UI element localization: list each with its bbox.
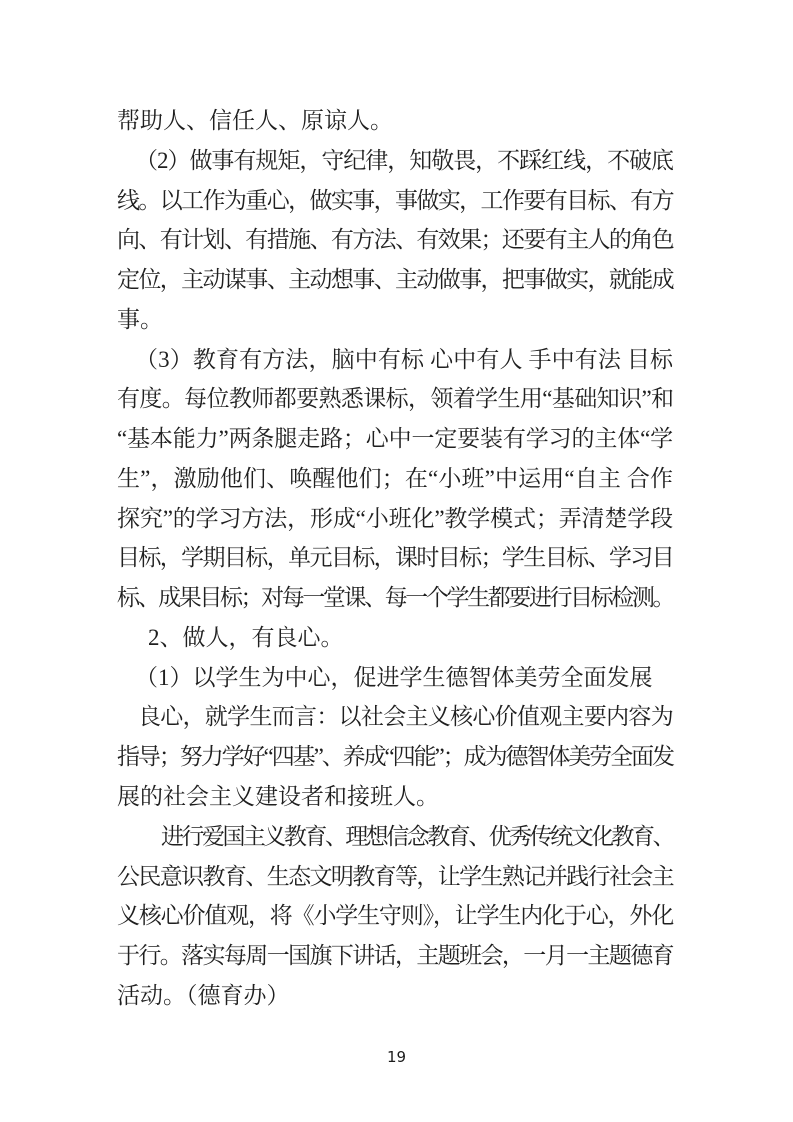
text-line-heading: 2、做人，有良心。 — [148, 624, 344, 650]
text-line-heading: （1）以学生为中心，促进学生德智体美劳全面发展 — [135, 664, 653, 690]
text-line: 生”，激励他们、唤醒他们；在“小班”中运用“自主 合作 — [117, 465, 673, 491]
text-line: 标、成果目标；对每一堂课、每一个学生都要进行目标检测。 — [117, 585, 674, 611]
text-line: 良心，就学生而言：以社会主义核心价值观主要内容为 — [138, 704, 674, 730]
text-line: 定位，主动谋事、主动想事、主动做事，把事做实，就能成 — [117, 267, 674, 293]
text-line: 线。以工作为重心，做实事，事做实，工作要有目标、有方 — [117, 187, 674, 213]
text-line: 探究”的学习方法，形成“小班化”教学模式；弄清楚学段 — [117, 505, 673, 531]
text-line: 进行爱国主义教育、理想信念教育、优秀传统文化教育、 — [161, 823, 674, 849]
text-line: 向、有计划、有措施、有方法、有效果；还要有主人的角色 — [117, 227, 674, 253]
page-number: 19 — [386, 1048, 407, 1066]
text-line: “基本能力”两条腿走路；心中一定要装有学习的主体“学 — [117, 426, 673, 452]
text-line: 活动。（德育办） — [117, 982, 290, 1008]
text-line: 帮助人、信任人、原谅人。 — [117, 108, 393, 133]
text-line: 指导；努力学好“四基”、养成“四能”；成为德智体美劳全面发 — [117, 744, 673, 770]
text-line: （3）教育有方法，脑中有标 心中有人 手中有法 目标 — [135, 346, 674, 372]
text-line: 公民意识教育、生态文明教育等，让学生熟记并践行社会主 — [117, 863, 674, 889]
document-body — [117, 101, 673, 1016]
text-line: 于行。落实每周一国旗下讲话，主题班会，一月一主题德育 — [117, 943, 674, 969]
text-line: 义核心价值观，将《小学生守则》，让学生内化于心，外化 — [117, 903, 673, 929]
text-line: 目标，学期目标，单元目标，课时目标；学生目标、学习目 — [117, 545, 674, 571]
text-line: 展的社会主义建设者和接班人。 — [117, 784, 439, 810]
text-line: （2）做事有规矩，守纪律，知敬畏，不踩红线，不破底 — [135, 147, 673, 173]
text-line: 事。 — [117, 306, 163, 332]
text-line: 有度。每位教师都要熟悉课标，领着学生用“基础知识”和 — [117, 386, 674, 412]
